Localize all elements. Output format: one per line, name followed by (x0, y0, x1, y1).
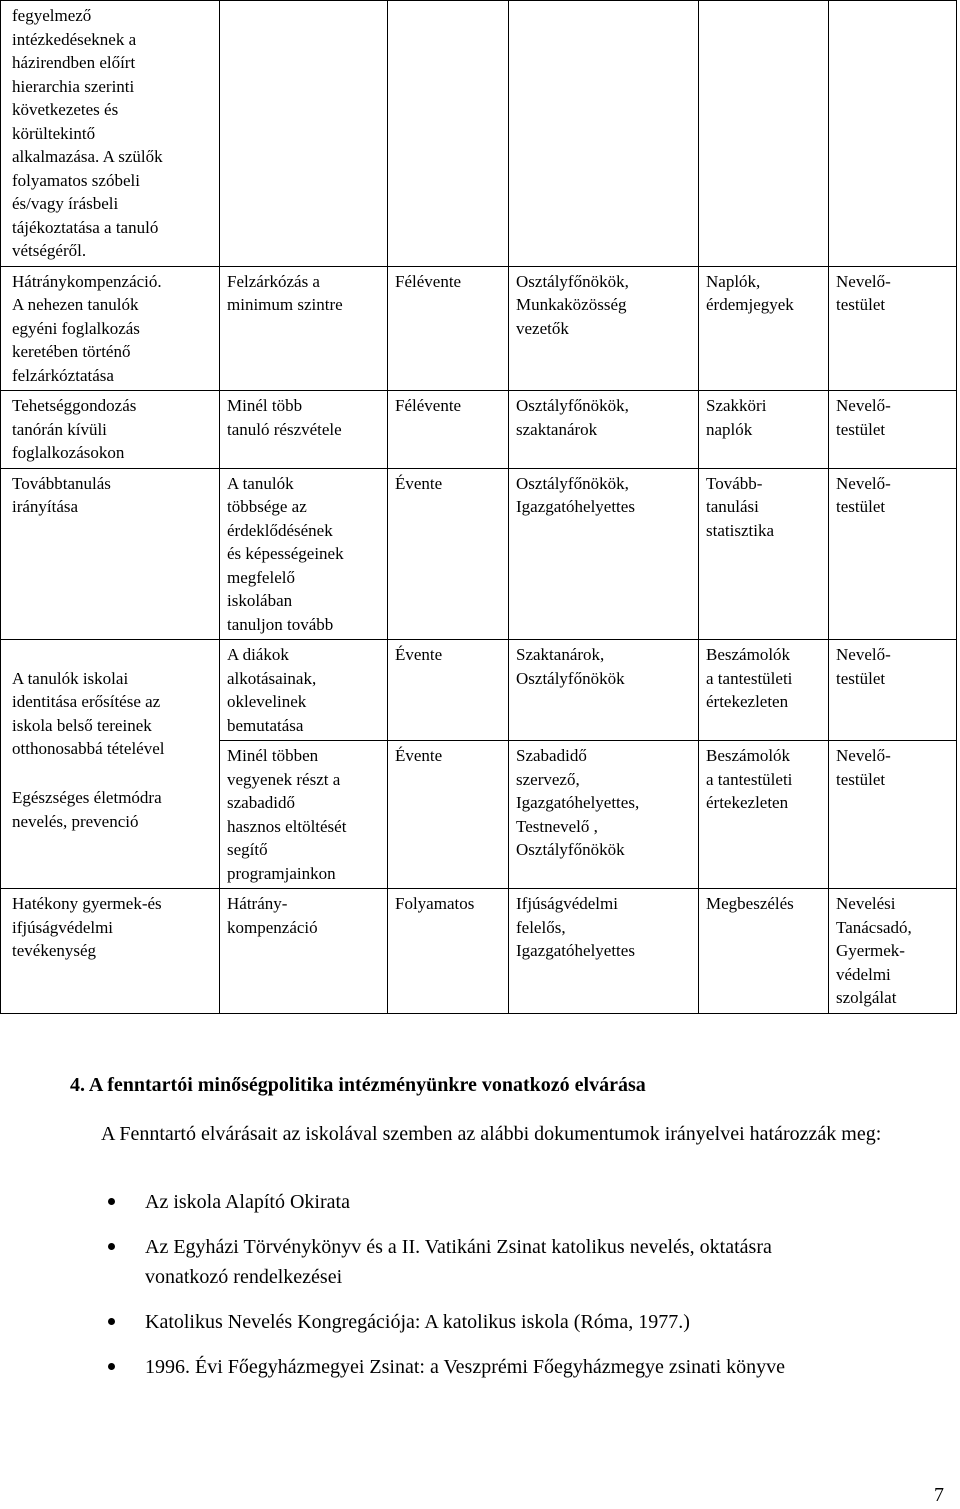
responsible-cell: Szabadidő szervező, Igazgatóhelyettes, Testnevelő , Osztályfőnökök (509, 741, 699, 889)
list-item-text: Katolikus Nevelés Kongregációja: A katolikus iskola (Róma, 1977.) (145, 1311, 690, 1333)
activity-cell: Hatékony gyermek-és ifjúságvédelmi tevékenység (1, 889, 220, 1014)
list-item-text: Az Egyházi Törvénykönyv és a II. Vatikáni Zsinat katolikus nevelés, oktatásra vonatkozó rendelkezései (145, 1236, 772, 1288)
list-item (108, 1352, 848, 1382)
evidence-cell: Megbeszélés (699, 889, 829, 1014)
goal-cell: Minél több tanuló részvétele (220, 391, 388, 469)
list-item (108, 1307, 848, 1337)
bullet-icon (108, 1198, 115, 1205)
evidence-cell (699, 1, 829, 267)
approver-cell: Nevelő- testület (829, 640, 957, 741)
responsible-cell: Osztályfőnökök, Igazgatóhelyettes (509, 468, 699, 640)
section-heading: 4. A fenntartói minőségpolitika intézményünkre vonatkozó elvárása (70, 1074, 646, 1096)
section-intro: A Fenntartó elvárásait az iskolával szemben az alábbi dokumentumok irányelvei határozzák meg: (101, 1123, 882, 1145)
bullet-icon (108, 1318, 115, 1325)
responsible-cell: Osztályfőnökök, szaktanárok (509, 391, 699, 469)
list-item (108, 1187, 848, 1217)
table-row (1, 391, 957, 469)
activity-cell: Tehetséggondozás tanórán kívüli foglalkozásokon (1, 391, 220, 469)
frequency-cell: Félévente (388, 391, 509, 469)
evidence-cell: Tovább- tanulási statisztika (699, 468, 829, 640)
list-item-text: 1996. Évi Főegyházmegyei Zsinat: a Veszprémi Főegyházmegye zsinati könyve (145, 1356, 786, 1378)
approver-cell: Nevelő- testület (829, 741, 957, 889)
frequency-cell: Évente (388, 468, 509, 640)
frequency-cell (388, 1, 509, 267)
frequency-cell: Félévente (388, 266, 509, 391)
table-row (1, 889, 957, 1014)
table-row (1, 1, 957, 267)
activity-cell: A tanulók iskolai identitása erősítése az iskola belső tereinek otthonosabbá tételével (12, 668, 165, 758)
evidence-cell: Beszámolók a tantestületi értekezleten (699, 741, 829, 889)
goal-cell: Hátrány- kompenzáció (220, 889, 388, 1014)
approver-cell: Nevelési Tanácsadó, Gyermek- védelmi szolgálat (829, 889, 957, 1014)
bullet-icon (108, 1363, 115, 1370)
document-list (108, 1187, 848, 1397)
goal-cell (220, 1, 388, 267)
approver-cell: Nevelő- testület (829, 468, 957, 640)
table-row (1, 266, 957, 391)
approver-cell: Nevelő- testület (829, 266, 957, 391)
goal-cell: A tanulók többsége az érdeklődésének és képességeinek megfelelő iskolában tanuljon tovább (220, 468, 388, 640)
evidence-cell: Szakköri naplók (699, 391, 829, 469)
evidence-cell: Naplók, érdemjegyek (699, 266, 829, 391)
list-item-text: Az iskola Alapító Okirata (145, 1191, 350, 1213)
list-item (108, 1232, 848, 1292)
activity-cell: Hátránykompenzáció. A nehezen tanulók egyéni foglalkozás keretében történő felzárkóztatása (1, 266, 220, 391)
responsible-cell: Szaktanárok, Osztályfőnökök (509, 640, 699, 741)
frequency-cell: Folyamatos (388, 889, 509, 1014)
bullet-icon (108, 1243, 115, 1250)
evidence-cell: Beszámolók a tantestületi értekezleten (699, 640, 829, 741)
goal-cell: A diákok alkotásainak, oklevelinek bemutatása (220, 640, 388, 741)
frequency-cell: Évente (388, 640, 509, 741)
approver-cell: Nevelő- testület (829, 391, 957, 469)
activity-cell-merged (1, 640, 220, 889)
responsible-cell: Osztályfőnökök, Munkaközösség vezetők (509, 266, 699, 391)
page-number: 7 (934, 1484, 944, 1506)
table-row (1, 468, 957, 640)
activity-cell: fegyelmező intézkedéseknek a házirendben előírt hierarchia szerinti következetes és körültekintő alkalmazása. A szülők folyamatos szóbeli és/vagy írásbeli tájékoztatása a tanuló vétségéről. (1, 1, 220, 267)
responsible-cell (509, 1, 699, 267)
goal-cell: Felzárkózás a minimum szintre (220, 266, 388, 391)
table-row (1, 640, 957, 741)
frequency-cell: Évente (388, 741, 509, 889)
goal-cell: Minél többen vegyenek részt a szabadidő hasznos eltöltését segítő programjainkon (220, 741, 388, 889)
approver-cell (829, 1, 957, 267)
activity-cell: Egészséges életmódra nevelés, prevenció (12, 788, 162, 831)
activity-cell: Továbbtanulás irányítása (1, 468, 220, 640)
responsible-cell: Ifjúságvédelmi felelős, Igazgatóhelyettes (509, 889, 699, 1014)
